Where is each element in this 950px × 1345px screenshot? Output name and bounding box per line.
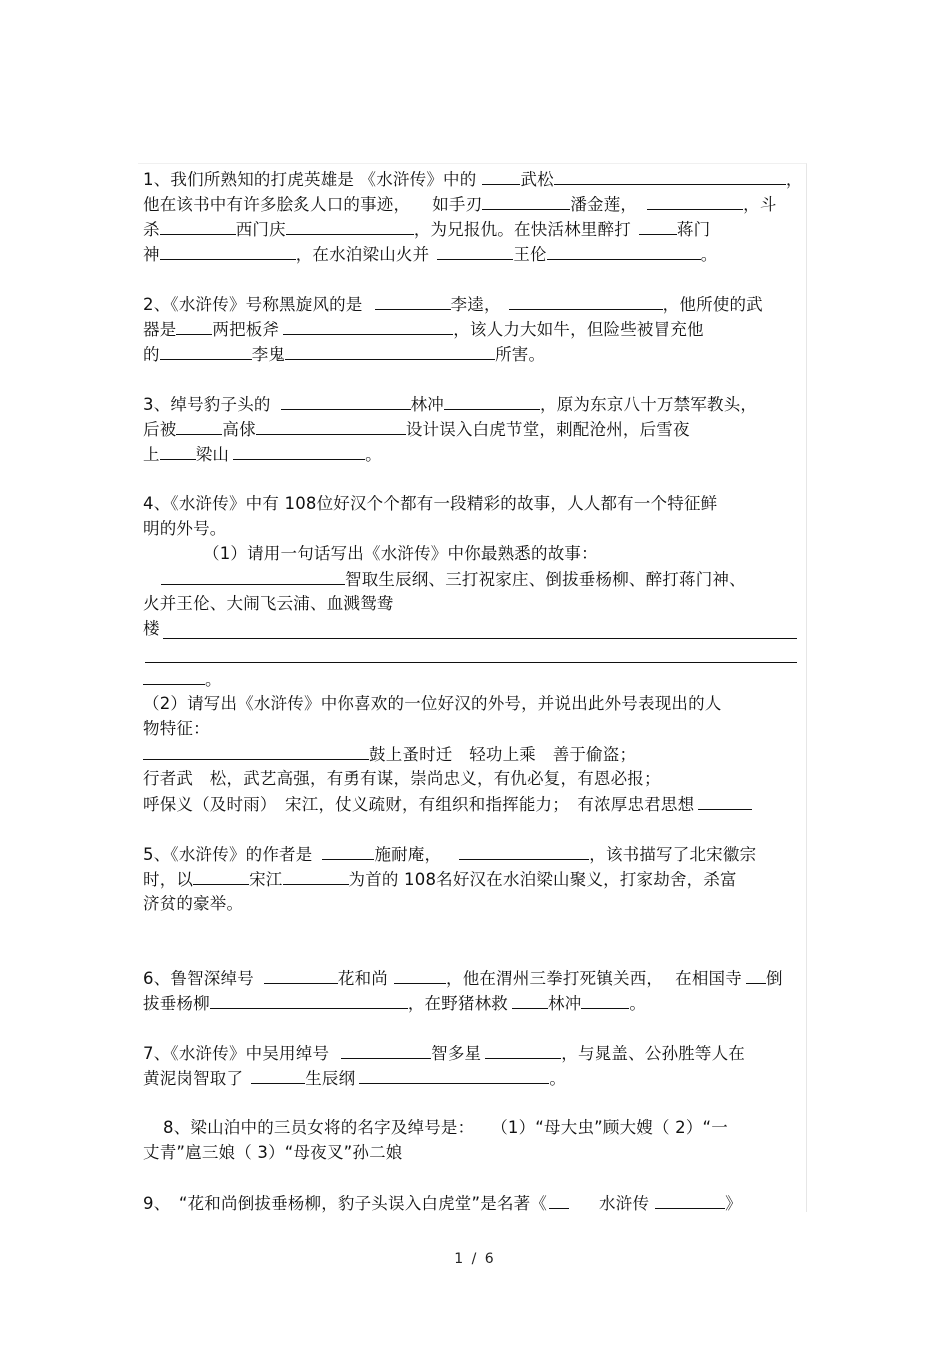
- q4-answer1-line3: 楼: [143, 619, 160, 638]
- q8-line2: 丈青”扈三娘（ 3）“母夜叉”孙二娘: [143, 1143, 403, 1162]
- q6-line1: 6、鲁智深绰号 花和尚 ，他在渭州三拳打死镇关西， 在相国寺 倒: [143, 969, 783, 988]
- q2-line1: 2、《水浒传》号称黑旋风的是 李逵， ，他所使的武: [143, 295, 763, 314]
- q2-line3: 的 李鬼 所害。: [143, 345, 546, 364]
- q4-line2: 明的外号。: [143, 519, 227, 538]
- q3-line3: 上 梁山 。: [143, 445, 382, 464]
- q1-line2: 他在该书中有许多脍炙人口的事迹， 如手刃 潘金莲， ，斗: [143, 195, 777, 214]
- q4-sub2-line2: 物特征：: [143, 719, 210, 738]
- q4-answer1-line2: 火并王伦、大闹飞云浦、血溅鸳鸯: [143, 594, 394, 613]
- q5-line1: 5、《水浒传》的作者是 施耐庵， ，该书描写了北宋徽宗: [143, 845, 757, 864]
- q7-line2: 黄泥岗智取了 生辰纲 。: [143, 1069, 567, 1088]
- q4-answer1-end: 。: [143, 668, 222, 691]
- q4-answer1-line1: 智取生辰纲、三打祝家庄、倒拔垂杨柳、醉打蒋门神、: [143, 568, 746, 591]
- q1-line4: 神 ，在水泊梁山火并 王伦 。: [143, 245, 718, 264]
- q3-line1: 3、绰号豹子头的 林冲 ，原为东京八十万禁军教头，: [143, 395, 758, 414]
- q3-line2: 后被 高俅 设计误入白虎节堂，刺配沧州，后雪夜: [143, 420, 690, 439]
- q5-line3: 济贫的豪举。: [143, 894, 244, 913]
- q1-line3: 杀 西门庆 ，为兄报仇。在快活林里醉打 蒋门: [143, 220, 711, 239]
- q4-sub1: （1）请用一句话写出《水浒传》中你最熟悉的故事：: [203, 544, 598, 563]
- q4-answer2-line3: 呼保义（及时雨） 宋江，仗义疏财，有组织和指挥能力； 有浓厚忠君思想: [143, 793, 752, 816]
- q2-line2: 器是 两把板斧 ，该人力大如牛，但险些被冒充他: [143, 320, 704, 339]
- q6-line2: 拔垂杨柳 ，在野猪林救 林冲 。: [143, 994, 647, 1013]
- q1-line1: 1、我们所熟知的打虎英雄是 《水浒传》中的 武松 ，: [143, 170, 803, 189]
- q4-line1: 4、《水浒传》中有 108位好汉个个都有一段精彩的故事，人人都有一个特征鲜: [143, 494, 718, 513]
- q4-sub2-line1: （2）请写出《水浒传》中你喜欢的一位好汉的外号，并说出此外号表现出的人: [143, 694, 722, 713]
- q4-answer2-line1: 鼓上蚤时迁 轻功上乘 善于偷盗；: [143, 743, 636, 766]
- q5-line2: 时，以 宋江 为首的 108名好汉在水泊梁山聚义，打家劫舍，杀富: [143, 870, 737, 889]
- answer-rule: [163, 638, 797, 639]
- q9-line1: 9、 “花和尚倒拔垂杨柳，豹子头误入白虎堂”是名著《 水浒传 》: [143, 1194, 742, 1213]
- q7-line1: 7、《水浒传》中吴用绰号 智多星 ，与晁盖、公孙胜等人在: [143, 1044, 745, 1063]
- answer-rule: [145, 662, 797, 663]
- q8-line1: 8、梁山泊中的三员女将的名字及绰号是： （1）“母大虫”顾大嫂（ 2）“一: [163, 1118, 728, 1137]
- q4-answer2-line2: 行者武 松，武艺高强，有勇有谋，崇尚忠义，有仇必复，有恩必报；: [143, 769, 661, 788]
- page-number: 1 / 6: [454, 1251, 496, 1267]
